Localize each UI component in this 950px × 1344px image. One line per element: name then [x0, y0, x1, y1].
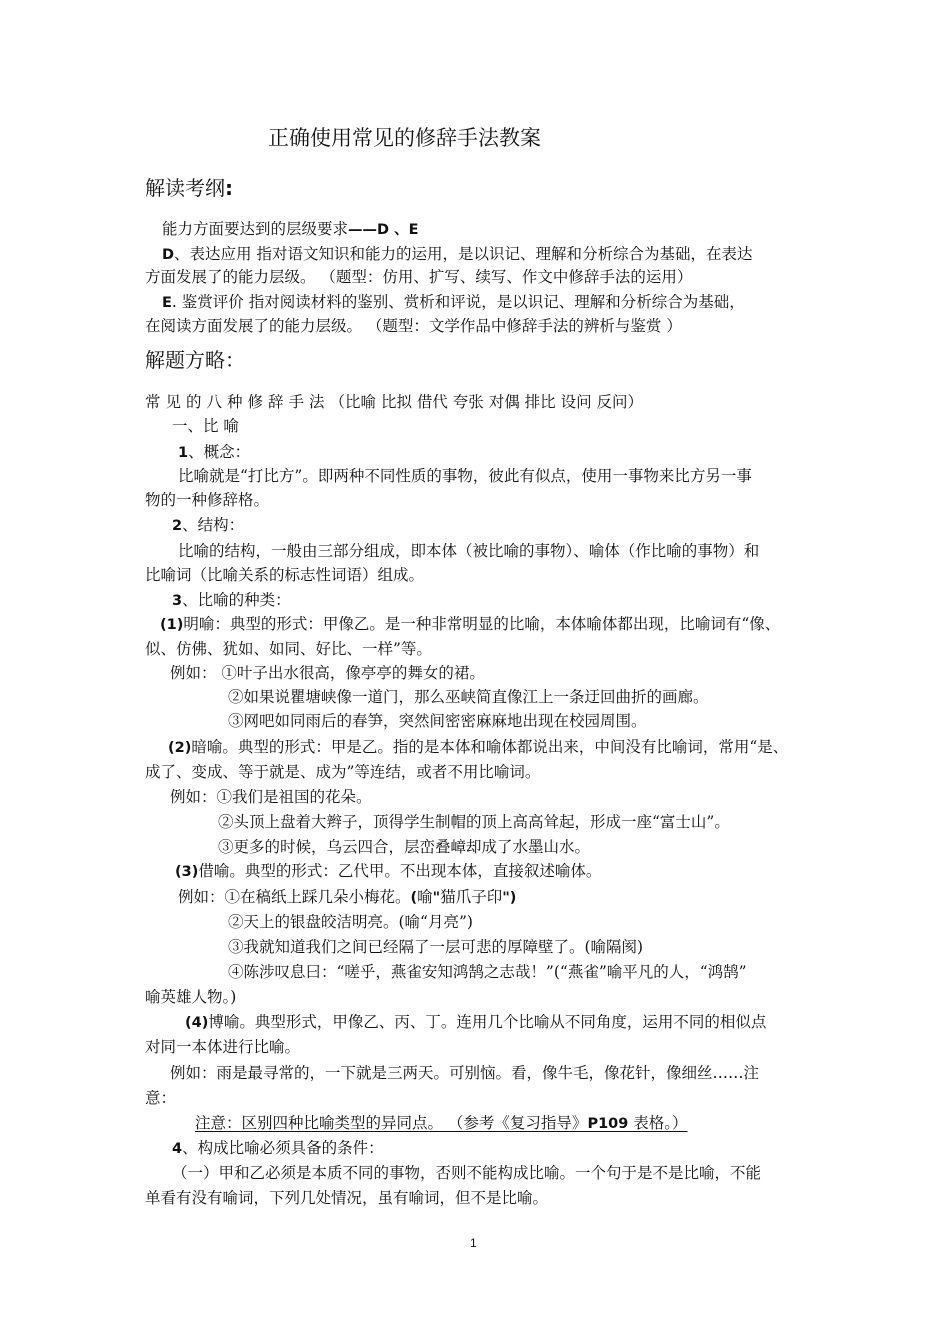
level-d-label: D — [162, 247, 175, 263]
implicit-example-1: 例如：①我们是祖国的花朵。 — [170, 788, 372, 806]
extended-metaphor-line-1 — [185, 1011, 766, 1034]
requirement-levels: ——D 、E — [348, 222, 419, 238]
simile-line-1 — [160, 613, 780, 636]
metonymic-example-2: ②天上的银盘皎洁明亮。(喻“月亮”) — [228, 913, 473, 931]
document-title: 正确使用常见的修辞手法教案 — [268, 126, 541, 150]
simile-example-3: ③网吧如同雨后的春笋，突然间密密麻麻地出现在校园周围。 — [228, 712, 647, 730]
metonymic-text: 借喻。典型的形式：乙代甲。不出现本体，直接叙述喻体。 — [198, 862, 602, 880]
implicit-example-2: ②头顶上盘着大辫子，顶得学生制帽的顶上高高耸起，形成一座“富士山”。 — [218, 813, 730, 831]
extended-metaphor-line-2: 对同一本体进行比喻。 — [145, 1038, 301, 1056]
simile-line-2: 似、仿佛、犹如、如同、好比、一样”等。 — [145, 640, 432, 658]
structure-line-1: 比喻的结构，一般由三部分组成，即本体（被比喻的事物）、喻体（作比喻的事物）和 — [178, 542, 760, 560]
subsection-conditions — [172, 1137, 384, 1160]
subsection-number: 2 — [172, 518, 183, 534]
eight-devices-line — [145, 391, 643, 413]
requirement-text: 能力方面要达到的层级要求 — [162, 220, 349, 238]
simile-text: 明喻：典型的形式：甲像乙。是一种非常明显的比喻，本体喻体都出现，比喻词有“像、 — [183, 615, 781, 633]
paren-close: ") — [502, 890, 517, 906]
subsection-concept — [178, 441, 250, 464]
page-number: 1 — [470, 1236, 477, 1250]
metonymic-metaphor-line-1 — [175, 860, 601, 883]
note-text: 表格。） — [628, 1114, 688, 1132]
quote-mark: " — [432, 890, 441, 906]
note-text: 注意：区别四种比喻类型的异同点。 （参考《复习指导》 — [195, 1114, 588, 1132]
level-d-text: 、表达应用 指对语文知识和能力的运用，是以识记、理解和分析综合为基础，在表达 — [174, 245, 753, 263]
extended-example-1: 例如：雨是最寻常的，一下就是三两天。可别恼。看，像牛毛，像花针，像细丝……注 — [170, 1064, 760, 1082]
eight-devices-list: （比喻 比拟 借代 夸张 对偶 排比 设问 反问） — [329, 393, 644, 411]
extended-text: 博喻。典型形式，甲像乙、丙、丁。连用几个比喻从不同角度，运用不同的相似点 — [208, 1013, 767, 1031]
heading-colon: : — [225, 176, 233, 200]
section-metaphor-title: 一、比 喻 — [172, 417, 239, 435]
level-e-label: E — [162, 295, 172, 311]
metonymic-example-4: ④陈涉叹息曰：“嗟乎，燕雀安知鸿鹄之志哉！”(“燕雀”喻平凡的人，“鸿鹄” — [228, 963, 747, 981]
note-line — [195, 1112, 688, 1135]
subsection-structure — [172, 514, 244, 537]
simile-number: (1) — [160, 617, 184, 633]
metonymic-example-text: 例如：①在稿纸上踩几朵小梅花。 — [178, 888, 411, 906]
requirement-line — [162, 218, 419, 241]
level-e-line-1 — [162, 291, 745, 314]
subsection-text: 、构成比喻必须具备的条件： — [182, 1139, 384, 1157]
metonymic-example-3: ③我就知道我们之间已经隔了一层可悲的厚障壁了。(喻隔阂) — [228, 938, 644, 956]
level-e-text: . 鉴赏评价 指对阅读材料的鉴别、赏析和评说，是以识记、理解和分析综合为基础， — [171, 293, 745, 311]
implicit-text: 暗喻。典型的形式：甲是乙。指的是本体和喻体都说出来，中间没有比喻词，常用“是、 — [191, 738, 789, 756]
subsection-number: 4 — [172, 1141, 183, 1157]
implicit-number: (2) — [168, 740, 192, 756]
implicit-example-3: ③更多的时候，乌云四合，层峦叠嶂却成了水墨山水。 — [218, 838, 591, 856]
subsection-number: 1 — [178, 445, 189, 461]
heading-exam-outline — [145, 174, 233, 202]
heading-exam-outline-text: 解读考纲 — [145, 176, 225, 200]
simile-example-2: ②如果说瞿塘峡像一道门，那么巫峡简直像江上一条迂回曲折的画廊。 — [228, 688, 709, 706]
structure-line-2: 比喻词（比喻关系的标志性词语）组成。 — [145, 566, 425, 584]
concept-line-1: 比喻就是“打比方”。即两种不同性质的事物，彼此有似点，使用一事物来比方另一事 — [178, 467, 752, 485]
subsection-text: 、结构： — [182, 516, 245, 534]
concept-line-2: 物的一种修辞格。 — [145, 491, 270, 509]
metonymic-example-text: 猫爪子印 — [440, 888, 503, 906]
subsection-number: 3 — [172, 593, 183, 609]
conditions-line-1: （一）甲和乙必须是本质不同的事物，否则不能构成比喻。一个句于是不是比喻，不能 — [172, 1164, 762, 1182]
subsection-text: 、概念： — [188, 443, 251, 461]
metonymic-number: (3) — [175, 864, 199, 880]
level-d-line-2: 方面发展了的能力层级。 （题型：仿用、扩写、续写、作文中修辞手法的运用） — [145, 268, 693, 286]
level-d-line-1 — [162, 243, 752, 266]
subsection-types — [172, 589, 291, 612]
implicit-metaphor-line-2: 成了、变成、等于就是、成为”等连结，或者不用比喻词。 — [145, 763, 541, 781]
metonymic-example-text: 喻 — [417, 888, 433, 906]
implicit-metaphor-line-1 — [168, 736, 788, 759]
eight-devices-label: 常见的八种修辞手法 — [145, 393, 330, 411]
conditions-line-2: 单看有没有喻词，下列几处情况，虽有喻词，但不是比喻。 — [145, 1189, 549, 1207]
heading-strategy: 解题方略： — [145, 348, 245, 372]
note-page-ref: P109 — [587, 1116, 629, 1132]
extended-example-2: 意： — [145, 1089, 177, 1107]
metonymic-example-1 — [178, 886, 516, 909]
extended-number: (4) — [185, 1015, 209, 1031]
simile-example-1: 例如： ①叶子出水很高，像亭亭的舞女的裙。 — [170, 664, 485, 682]
paren-open: ( — [410, 890, 418, 906]
level-e-line-2: 在阅读方面发展了的能力层级。 （题型：文学作品中修辞手法的辨析与鉴赏 ） — [145, 317, 682, 335]
subsection-text: 、比喻的种类： — [182, 591, 291, 609]
metonymic-example-4-cont: 喻英雄人物。) — [145, 988, 237, 1006]
